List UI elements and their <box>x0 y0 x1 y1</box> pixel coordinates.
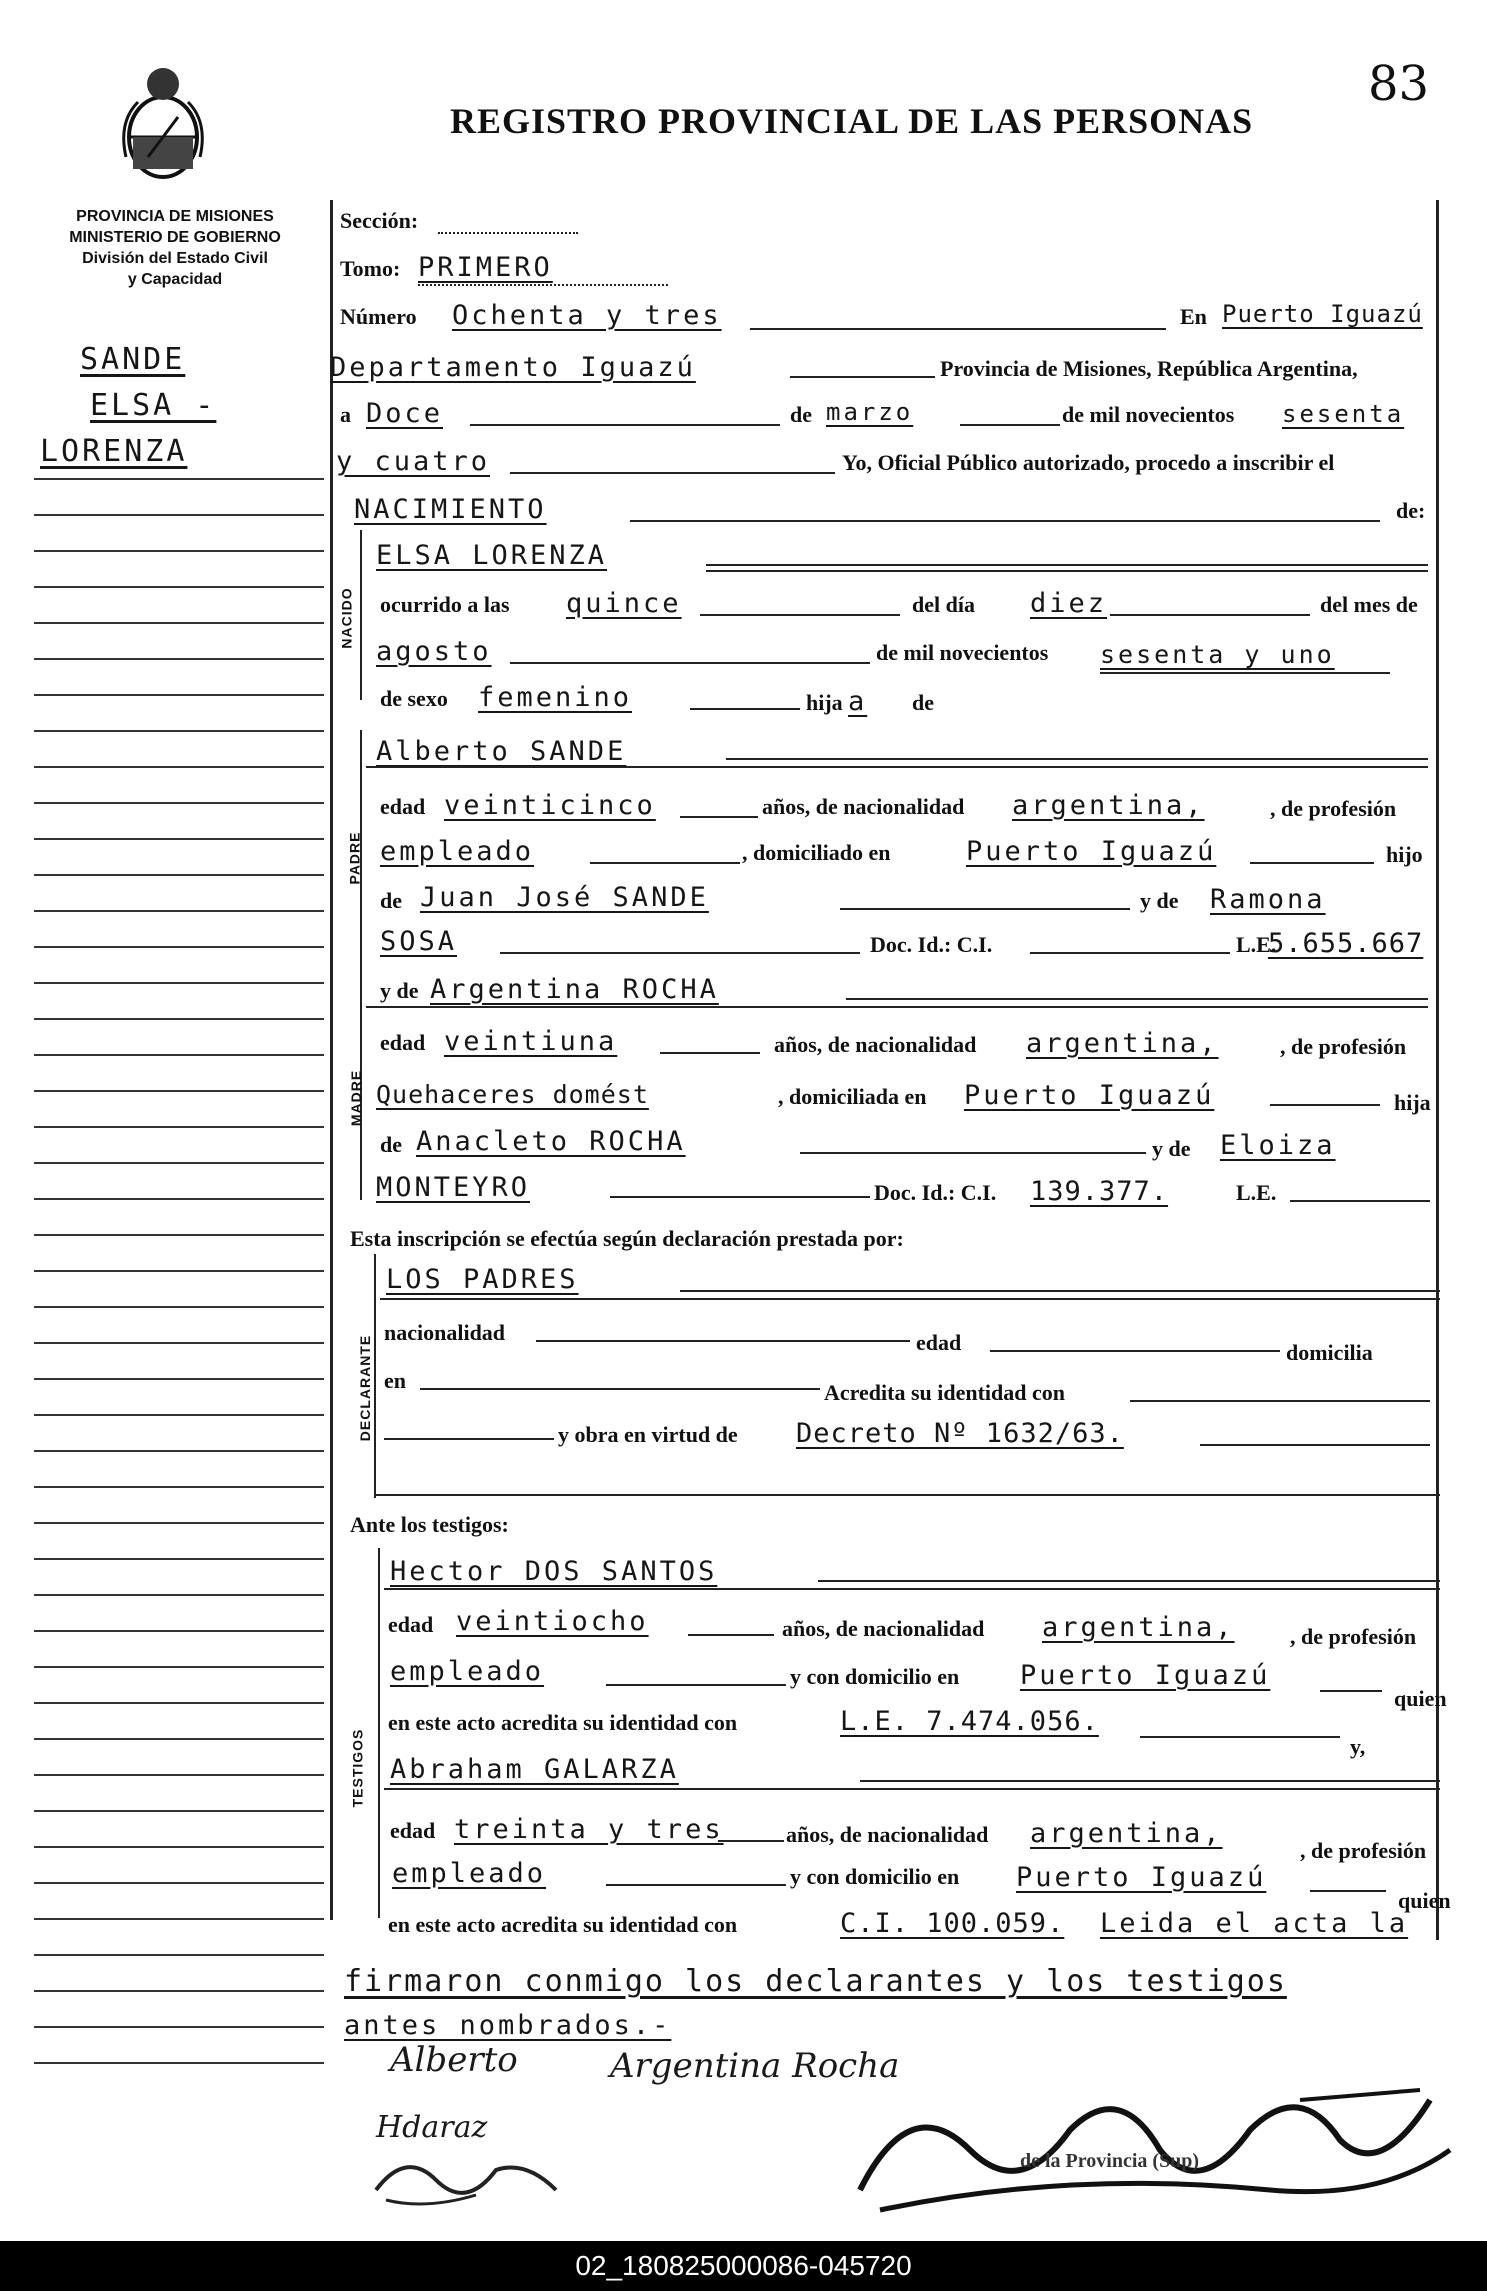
padre-nombre-line-2 <box>366 766 1428 768</box>
declarante-line <box>680 1290 1440 1292</box>
nacido-nombre-value: ELSA LORENZA <box>376 540 608 571</box>
office-line-4: y Capacidad <box>127 271 223 288</box>
a-label: a <box>340 402 351 427</box>
decreto-value: Decreto Nº 1632/63. <box>796 1418 1124 1449</box>
sexo-line <box>690 708 800 710</box>
footer-id: 02_180825000086-045720 <box>575 2250 912 2281</box>
madre-ci-value: 139.377. <box>1030 1176 1169 1207</box>
t2-doc-value: C.I. 100.059. <box>840 1908 1065 1939</box>
mes-nac-value: agosto <box>376 636 492 667</box>
t1-edad-value: veintiocho <box>456 1606 649 1637</box>
decreto-line <box>1200 1444 1430 1446</box>
anio-b-line <box>510 472 835 474</box>
tomo-label: Tomo: <box>340 256 401 281</box>
hija-de-label: de <box>912 690 934 715</box>
official-stamp: de la Provincia (Sup) <box>1020 2150 1200 2172</box>
padre-padre-value: Juan José SANDE <box>420 882 709 913</box>
t1-dom-label: y con domicilio en <box>790 1664 960 1689</box>
mil-nov-label-2: de mil novecientos <box>876 640 1049 665</box>
footer-bar <box>0 2241 1487 2291</box>
margin-surname: SANDE <box>80 342 186 377</box>
seccion-label: Sección: <box>340 208 419 233</box>
hija-label: hija <box>806 690 843 715</box>
padre-hijo-label: hijo <box>1386 842 1423 867</box>
office-line-2: MINISTERIO DE GOBIERNO <box>69 229 281 246</box>
side-label-declarante: DECLARANTE <box>357 1334 374 1442</box>
side-label-padre: PADRE <box>346 831 363 885</box>
dia-nac-value: diez <box>1030 588 1108 619</box>
en-label: En <box>1180 304 1207 329</box>
declarante-nac-line <box>536 1340 910 1342</box>
madre-y-de-label: y de <box>380 978 419 1003</box>
anio-a-value: sesenta <box>1282 400 1405 428</box>
padre-dom-label: , domiciliado en <box>742 840 891 865</box>
madre-madre-a-value: Eloiza <box>1220 1130 1336 1161</box>
hija-sufijo-value: a <box>848 686 868 717</box>
side-label-madre: MADRE <box>348 1069 365 1127</box>
tomo-line <box>418 284 668 286</box>
testigo1-line <box>818 1580 1440 1582</box>
dia-nac-line <box>1110 614 1310 616</box>
anio-nac-line <box>1100 672 1390 674</box>
padre-le-label: L.E. <box>1236 932 1277 957</box>
departamento-value: Departamento Iguazú <box>330 352 696 383</box>
t1-prof-label: , de profesión <box>1290 1624 1417 1649</box>
madre-padre-value: Anacleto ROCHA <box>416 1126 686 1157</box>
yo-label: Yo, Oficial Público autorizado, procedo a inscribir el <box>842 450 1335 475</box>
signature-alberto: Alberto <box>390 2040 518 2080</box>
acta-tipo-line <box>630 520 1380 522</box>
declarante-dom-label: domicilia <box>1286 1340 1373 1365</box>
padre-dom-value: Puerto Iguazú <box>966 836 1217 867</box>
padre-prof-line <box>590 862 740 864</box>
padre-prof-label: , de profesión <box>1270 796 1397 821</box>
madre-dom-line <box>1270 1104 1380 1106</box>
sexo-label: de sexo <box>380 686 448 711</box>
office-line-1: PROVINCIA DE MISIONES <box>76 208 274 225</box>
declarante-edad-label: edad <box>916 1330 962 1355</box>
madre-hija-label: hija <box>1394 1090 1431 1115</box>
declarante-value: LOS PADRES <box>386 1264 579 1295</box>
padre-dom-line <box>1250 862 1374 864</box>
madre-dom-value: Puerto Iguazú <box>964 1080 1215 1111</box>
t2-acredita-label: en este acto acredita su identidad con <box>388 1912 738 1937</box>
t1-prof-line <box>606 1684 786 1686</box>
testigo1-value: Hector DOS SANTOS <box>390 1556 718 1587</box>
padre-nombre-value: Alberto SANDE <box>376 736 627 767</box>
madre-padre-line <box>800 1152 1146 1154</box>
declarante-obra-line-1 <box>384 1438 554 1440</box>
testigo2-value: Abraham GALARZA <box>390 1754 679 1785</box>
madre-nombre-line-2 <box>366 1006 1428 1008</box>
signature-3: Hdaraz <box>376 2110 488 2145</box>
padre-padre-line <box>840 908 1130 910</box>
madre-madre-b-line <box>610 1196 870 1198</box>
padre-edad-value: veinticinco <box>444 790 656 821</box>
dia-value: Doce <box>366 398 444 429</box>
madre-dom-label: , domiciliada en <box>778 1084 927 1109</box>
document-title: REGISTRO PROVINCIAL DE LAS PERSONAS <box>450 101 1254 141</box>
signature-flourish-left <box>366 2140 566 2225</box>
page-number: 83 <box>1368 56 1430 112</box>
cierre-3-value: antes nombrados.- <box>344 2010 672 2041</box>
padre-madre-a-value: Ramona <box>1210 884 1326 915</box>
nacido-bracket <box>360 530 362 700</box>
t2-edad-value: treinta y tres <box>454 1814 724 1845</box>
declarante-edad-line <box>990 1350 1280 1352</box>
t1-prof-value: empleado <box>390 1656 545 1687</box>
sexo-value: femenino <box>478 682 633 713</box>
padre-madre-b-value: SOSA <box>380 926 458 957</box>
padre-ci-line <box>1030 952 1230 954</box>
en-value: Puerto Iguazú <box>1222 300 1423 328</box>
acta-tipo-value: NACIMIENTO <box>354 494 547 525</box>
office-block <box>30 206 320 290</box>
madre-prof-value: Quehaceres domést <box>376 1080 649 1109</box>
madre-y-de2-label: y de <box>1152 1136 1191 1161</box>
declarante-acredita-label: Acredita su identidad con <box>824 1380 1066 1405</box>
padre-edad-line <box>680 816 758 818</box>
madre-madre-b-value: MONTEYRO <box>376 1172 531 1203</box>
anio-nac-value: sesenta y uno <box>1100 640 1335 669</box>
t1-doc-line <box>1140 1736 1340 1738</box>
cierre-1-value: Leida el acta la <box>1100 1908 1409 1939</box>
hora-line <box>700 614 900 616</box>
mil-nov-label-1: de mil novecientos <box>1062 402 1235 427</box>
padre-y-de-label: y de <box>1140 888 1179 913</box>
t2-dom-label: y con domicilio en <box>790 1864 960 1889</box>
padre-madre-b-line <box>500 952 860 954</box>
t1-edad-label: edad <box>388 1612 434 1637</box>
t2-edad-line <box>718 1840 784 1842</box>
declarante-obra-label: y obra en virtud de <box>558 1422 738 1447</box>
hora-value: quince <box>566 588 682 619</box>
testigo1-line-2 <box>384 1588 1440 1590</box>
madre-doc-label: Doc. Id.: C.I. <box>874 1180 997 1205</box>
de-colon-label: de: <box>1396 498 1426 523</box>
t1-anos-label: años, de nacionalidad <box>782 1616 985 1641</box>
madre-le-label: L.E. <box>1236 1180 1277 1205</box>
padre-nombre-line <box>726 758 1428 760</box>
madre-prof-label: , de profesión <box>1280 1034 1407 1059</box>
signature-argentina-rocha: Argentina Rocha <box>610 2046 900 2086</box>
t2-quien-label: quien <box>1398 1888 1451 1913</box>
side-label-nacido: NACIDO <box>338 587 355 649</box>
tomo-value: PRIMERO <box>418 252 553 283</box>
declarante-en-line <box>420 1388 820 1390</box>
t2-dom-line <box>1310 1890 1386 1892</box>
t2-dom-value: Puerto Iguazú <box>1016 1862 1267 1893</box>
frame-right <box>1436 200 1439 1940</box>
coat-of-arms-icon <box>118 62 208 187</box>
nacido-nombre-line-2 <box>706 570 1428 572</box>
testigos-bracket <box>378 1548 380 1918</box>
numero-value: Ochenta y tres <box>452 300 722 331</box>
nacido-nombre-line <box>706 564 1428 566</box>
departamento-line <box>790 376 935 378</box>
madre-nombre-line <box>846 998 1428 1000</box>
madre-edad-line <box>660 1052 760 1054</box>
t2-edad-label: edad <box>390 1818 436 1843</box>
mes-nac-line <box>510 662 870 664</box>
t2-prof-line <box>606 1884 786 1886</box>
t2-prof-label: , de profesión <box>1300 1838 1427 1863</box>
declarante-bracket <box>374 1254 376 1498</box>
t2-nac-value: argentina, <box>1030 1818 1223 1849</box>
padre-doc-label: Doc. Id.: C.I. <box>870 932 993 957</box>
ocurrido-label: ocurrido a las <box>380 592 510 617</box>
t1-dom-value: Puerto Iguazú <box>1020 1660 1271 1691</box>
del-dia-label: del día <box>912 592 975 617</box>
madre-nombre-value: Argentina ROCHA <box>430 974 719 1005</box>
ante-testigos-label: Ante los testigos: <box>350 1512 509 1537</box>
madre-edad-label: edad <box>380 1030 426 1055</box>
t1-y-label: y, <box>1350 1734 1366 1759</box>
t1-doc-value: L.E. 7.474.056. <box>840 1706 1099 1737</box>
t1-dom-line <box>1320 1690 1382 1692</box>
mes-line <box>960 424 1060 426</box>
numero-line <box>750 328 1166 330</box>
padre-de-label: de <box>380 888 402 913</box>
t1-acredita-label: en este acto acredita su identidad con <box>388 1710 738 1735</box>
madre-le-line <box>1290 1200 1430 1202</box>
declarante-bottom-rule <box>374 1494 1440 1496</box>
office-line-3: División del Estado Civil <box>82 250 268 267</box>
esta-inscripcion-label: Esta inscripción se efectúa según declaración prestada por: <box>350 1226 904 1251</box>
t1-nac-value: argentina, <box>1042 1612 1235 1643</box>
declarante-nac-label: nacionalidad <box>384 1320 506 1345</box>
mes-value: marzo <box>826 398 914 426</box>
frame-left <box>330 200 333 1920</box>
t1-quien-label: quien <box>1394 1686 1447 1711</box>
declarante-acredita-line <box>1130 1400 1430 1402</box>
dia-line <box>470 424 780 426</box>
testigo2-line <box>860 1780 1440 1782</box>
madre-edad-value: veintiuna <box>444 1026 618 1057</box>
madre-de-label: de <box>380 1132 402 1157</box>
t1-edad-line <box>688 1634 774 1636</box>
testigo2-line-2 <box>384 1788 1440 1790</box>
del-mes-label: del mes de <box>1320 592 1418 617</box>
side-label-testigos: TESTIGOS <box>349 1728 366 1808</box>
numero-label: Número <box>340 304 417 329</box>
margin-name-1: ELSA - <box>90 388 217 423</box>
padre-nac-value: argentina, <box>1012 790 1205 821</box>
padre-anos-label: años, de nacionalidad <box>762 794 965 819</box>
padre-edad-label: edad <box>380 794 426 819</box>
cierre-2-value: firmaron conmigo los declarantes y los testigos <box>344 1964 1287 1999</box>
t2-anos-label: años, de nacionalidad <box>786 1822 989 1847</box>
padre-prof-value: empleado <box>380 836 535 867</box>
declarante-line-2 <box>380 1298 1440 1300</box>
margin-name-2: LORENZA <box>40 434 188 469</box>
provincia-label: Provincia de Misiones, República Argentina, <box>940 356 1358 381</box>
madre-nac-value: argentina, <box>1026 1028 1219 1059</box>
anio-b-value: y cuatro <box>336 446 491 477</box>
declarante-en-label: en <box>384 1368 406 1393</box>
padre-le-value: 5.655.667 <box>1268 928 1424 959</box>
seccion-line <box>438 232 578 234</box>
t2-prof-value: empleado <box>392 1858 547 1889</box>
de-label-1: de <box>790 402 812 427</box>
madre-anos-label: años, de nacionalidad <box>774 1032 977 1057</box>
